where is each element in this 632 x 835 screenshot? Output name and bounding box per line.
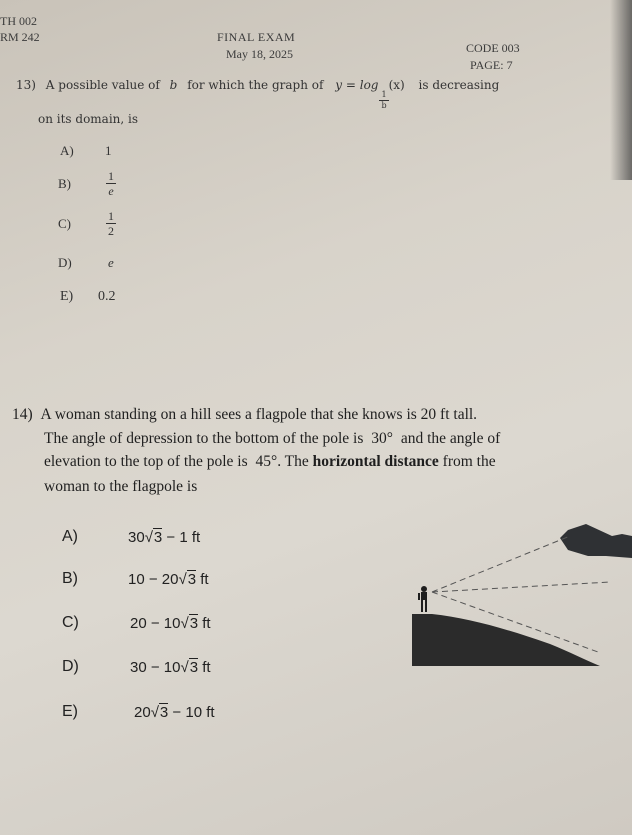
elevation-line bbox=[432, 536, 570, 592]
q14-stem-line1 bbox=[12, 406, 477, 424]
course-code-line2: RM 242 bbox=[0, 30, 40, 44]
q13-function-arg: (x) bbox=[388, 78, 405, 92]
q14-option-a-letter: A) bbox=[62, 528, 78, 545]
page-edge-shadow bbox=[610, 0, 632, 180]
q14-line1-text: A woman standing on a hill sees a flagpole that she knows is 20 ft tall. bbox=[40, 406, 478, 423]
q14-stem-line4: woman to the flagpole is bbox=[44, 478, 198, 495]
q14-option-b-value: 10 − 20√3 ft bbox=[128, 571, 209, 588]
q13-option-e[interactable] bbox=[60, 289, 116, 305]
q13-option-b[interactable] bbox=[58, 169, 114, 198]
q13-option-a[interactable] bbox=[60, 143, 112, 159]
flag-shape bbox=[560, 524, 632, 558]
q14-depression-angle: 30° bbox=[371, 430, 393, 447]
q14-diagram bbox=[410, 510, 632, 680]
q14-option-d-value: 30 − 10√3 ft bbox=[130, 659, 211, 676]
exam-date: May 18, 2025 bbox=[226, 47, 293, 61]
q14-line2-a: The angle of depression to the bottom of the pole is bbox=[44, 430, 364, 447]
woman-figure bbox=[418, 586, 427, 612]
page-number: PAGE: 7 bbox=[470, 58, 513, 72]
q13-option-d[interactable] bbox=[58, 255, 114, 271]
q13-option-a-letter: A) bbox=[60, 143, 74, 158]
q13-text-part3: is decreasing bbox=[418, 78, 500, 92]
q13-option-c-letter: C) bbox=[58, 216, 71, 231]
q14-option-a[interactable] bbox=[62, 528, 201, 546]
q14-line3-b: . The bbox=[277, 453, 309, 470]
q14-option-d[interactable] bbox=[62, 658, 211, 676]
exam-code: CODE 003 bbox=[466, 41, 520, 55]
q14-option-e[interactable] bbox=[62, 703, 215, 721]
hill-shape bbox=[412, 614, 600, 666]
q13-option-b-fraction: $\frac{1}{e}$ bbox=[108, 169, 114, 198]
horizontal-line bbox=[432, 582, 610, 592]
q13-variable: b bbox=[169, 78, 178, 92]
q13-function-prefix: y = log bbox=[335, 78, 379, 92]
q14-horizontal-distance: horizontal distance bbox=[312, 453, 439, 470]
q13-option-a-value: 1 bbox=[105, 143, 112, 158]
q13-option-c-fraction: $\frac{1}{2}$ bbox=[108, 209, 114, 238]
q13-stem-line2: on its domain, is bbox=[38, 112, 139, 126]
q14-option-d-letter: D) bbox=[62, 658, 79, 675]
q14-line3-c: from the bbox=[442, 453, 496, 470]
q13-log-base: $\frac{1}{b}$ bbox=[381, 90, 387, 110]
q14-elevation-angle: 45° bbox=[255, 453, 278, 470]
q14-option-b[interactable] bbox=[62, 570, 209, 588]
q13-text-part2: for which the graph of bbox=[187, 78, 324, 92]
q14-option-c-letter: C) bbox=[62, 614, 79, 631]
q14-line2-b: and the angle of bbox=[400, 430, 501, 447]
q13-text-part1: A possible value of bbox=[45, 78, 160, 92]
q14-option-c-value: 20 − 10√3 ft bbox=[130, 615, 211, 632]
q13-option-e-letter: E) bbox=[60, 289, 74, 304]
q14-stem-line2 bbox=[44, 430, 500, 448]
q14-option-a-value: 30√3 − 1 ft bbox=[128, 529, 201, 546]
q13-option-d-value: e bbox=[108, 255, 114, 270]
q13-number: 13) bbox=[16, 78, 36, 92]
q13-option-c[interactable] bbox=[58, 209, 114, 238]
course-code-line1: TH 002 bbox=[0, 14, 37, 28]
q13-option-b-letter: B) bbox=[58, 176, 71, 191]
q14-option-e-letter: E) bbox=[62, 703, 78, 720]
q13-option-e-value: 0.2 bbox=[98, 289, 116, 304]
q13-stem-line1 bbox=[16, 78, 499, 110]
q14-option-e-value: 20√3 − 10 ft bbox=[134, 704, 215, 721]
q14-line3-a: elevation to the top of the pole is bbox=[44, 453, 248, 470]
q13-option-d-letter: D) bbox=[58, 255, 72, 270]
exam-title: FINAL EXAM bbox=[217, 30, 296, 44]
q14-option-b-letter: B) bbox=[62, 570, 78, 587]
q14-stem-line3 bbox=[44, 453, 496, 471]
q14-number: 14) bbox=[12, 406, 33, 423]
q14-option-c[interactable] bbox=[62, 614, 211, 632]
